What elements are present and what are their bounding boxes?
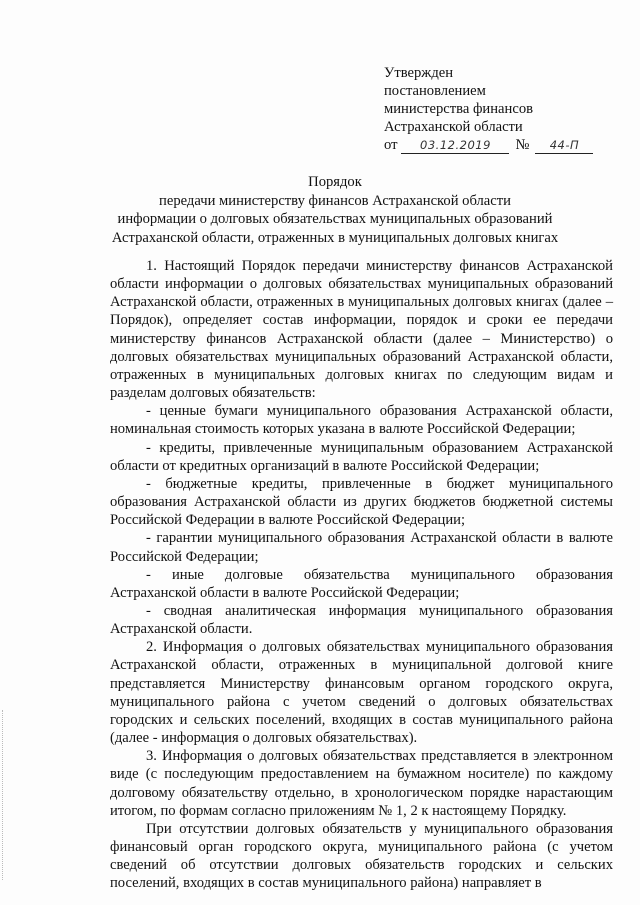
paragraph-2: 2. Информация о долговых обязательствах муниципального образования Астраханской области, отраженных в муниципальной долговой книге представляется Министерству финансовым органом городского округа, муниципального района с учетом сведений о долговых обязательствах городских и сельских поселений, входящих в состав муниципального района (далее - информация о долговых обязательствах). (110, 639, 613, 747)
handwritten-number: 44-П (535, 138, 593, 154)
paragraph-3: 3. Информация о долговых обязательствах представляется в электронном виде (с последующим предоставлением на бумажном носителе) по каждому долговому обязательству отдельно, в хронологическом порядке нарастающим итогом, по формам согласно приложениям № 1, 2 к настоящему Порядку. (110, 748, 613, 819)
approval-block (384, 64, 624, 154)
number-sign: № (515, 137, 530, 153)
document-title (90, 173, 580, 247)
list-item: - иные долговые обязательства муниципального образования Астраханской области в валюте Российской Федерации; (110, 566, 613, 601)
document-body (110, 257, 613, 892)
title-line: Астраханской области, отраженных в муниципальных долговых книгах (111, 229, 559, 246)
list-item: - бюджетные кредиты, привлеченные в бюджет муниципального образования Астраханской области из других бюджетов бюджетной системы Российской Федерации в валюте Российской Федерации; (110, 475, 613, 529)
paragraph-4: При отсутствии долговых обязательств у муниципального образования финансовый орган городского округа, муниципального района (с учетом сведений об отсутствии долговых обязательств городских и сельских поселений, входящих в состав муниципального района) направляет в (110, 820, 613, 892)
title-line: Порядок (308, 174, 362, 190)
approval-line: Астраханской области (384, 119, 523, 135)
list-item: - кредиты, привлеченные муниципальным образованием Астраханской области от кредитных организаций в валюте Российской Федерации; (110, 439, 613, 474)
date-prefix: от (384, 137, 398, 153)
approval-line: постановлением (384, 83, 486, 99)
paragraph-1: 1. Настоящий Порядок передачи министерству финансов Астраханской области информации о долговых обязательствах муниципальных образований Астраханской области, отраженных в муниципальных долговых книгах (далее – Порядок), определяет состав информации, порядок и сроки ее передачи министерству финансов Астраханской области (далее – Министерство) о долговых обязательствах муниципальных образований Астраханской области, отраженных в муниципальных долговых книгах по следующим видам и разделам долговых обязательств: (110, 258, 613, 402)
list-item: - гарантии муниципального образования Астраханской области в валюте Российской Федерации; (110, 530, 613, 565)
handwritten-date: 03.12.2019 (401, 138, 509, 154)
approval-line: Утвержден (384, 65, 454, 81)
list-item: - сводная аналитическая информация муниципального образования Астраханской области. (110, 602, 613, 638)
approval-date-number-row (384, 136, 624, 154)
approval-line: министерства финансов (384, 101, 534, 117)
scan-edge-mark (2, 710, 6, 880)
list-item: - ценные бумаги муниципального образования Астраханской области, номинальная стоимость которых указана в валюте Российской Федерации; (110, 403, 613, 438)
title-line: передачи министерству финансов Астраханской области (159, 192, 511, 209)
title-line: информации о долговых обязательствах муниципальных образований (117, 211, 553, 227)
